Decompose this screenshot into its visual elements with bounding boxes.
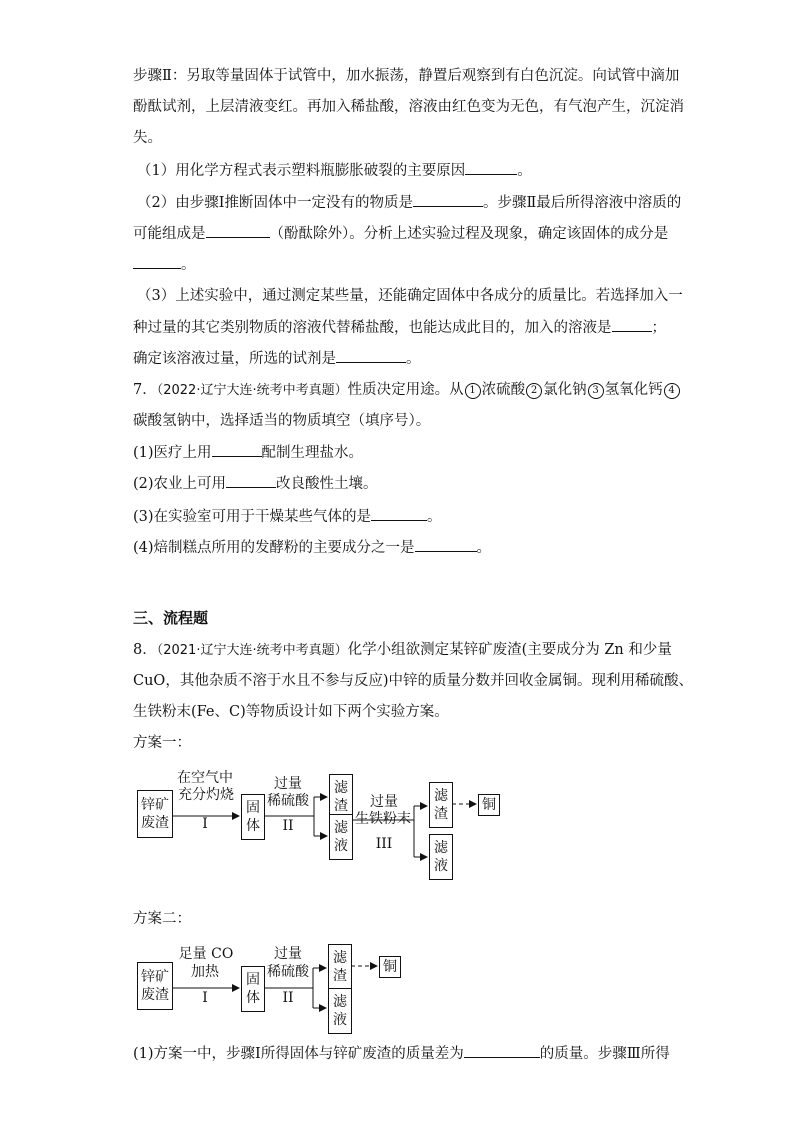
question-8-cont: 生铁粉末(Fe、C)等物质设计如下两个实验方案。 xyxy=(133,704,449,720)
node-copper: 铜 xyxy=(478,794,500,816)
answer-blank[interactable] xyxy=(212,442,262,457)
section-heading: 三、流程题 xyxy=(133,609,209,627)
step-2-reagent: 稀硫酸 xyxy=(267,964,309,980)
answer-blank[interactable] xyxy=(415,537,477,552)
node-solid: 固体 xyxy=(241,794,265,840)
node-residue: 滤渣 xyxy=(329,774,353,820)
answer-blank[interactable] xyxy=(226,473,276,488)
step-3-reagent: 过量 xyxy=(370,794,398,810)
plan-2-label: 方案二： xyxy=(133,911,191,927)
node-filtrate: 滤液 xyxy=(329,814,353,860)
answer-blank[interactable] xyxy=(133,254,181,269)
step-1-condition: 加热 xyxy=(191,964,219,980)
answer-blank[interactable] xyxy=(206,223,270,238)
question-3: （3）上述实验中，通过测定某些量，还能确定固体中各成分的质量比。若选择加入一 xyxy=(137,288,683,304)
node-copper: 铜 xyxy=(379,956,401,978)
question-3-cont: 确定该溶液过量，所选的试剂是 。 xyxy=(133,348,421,369)
step-2-number: II xyxy=(282,818,294,834)
step-3-reagent: 生铁粉末 xyxy=(355,811,411,827)
question-2-cont: 。 xyxy=(133,254,196,275)
question-3-cont: 种过量的其它类别物质的溶液代替稀盐酸，也能达成此目的，加入的溶液是 ； xyxy=(133,317,666,338)
step-1-condition: 足量 CO xyxy=(178,946,234,962)
question-7-3: (3)在实验室可用于干燥某些气体的是 。 xyxy=(133,506,442,527)
paragraph-line: 失。 xyxy=(133,130,162,146)
answer-blank[interactable] xyxy=(371,506,427,521)
question-2-cont: 可能组成是 （酚酞除外）。分析上述实验过程及现象，确定该固体的成分是 xyxy=(133,223,668,244)
answer-blank[interactable] xyxy=(465,160,517,175)
step-2-reagent: 稀硫酸 xyxy=(267,793,309,809)
plan-1-label: 方案一： xyxy=(133,735,191,751)
question-7: 7．（2022·辽宁大连·统考中考真题）性质决定用途。从 1 浓硫酸 2 氯化钠 3 氢氧化钙 4 xyxy=(133,380,681,401)
question-1: （1）用化学方程式表示塑料瓶膨胀破裂的主要原因 。 xyxy=(137,160,532,181)
question-2: （2）由步骤Ⅰ推断固体中一定没有的物质是 。步骤Ⅱ最后所得溶液中溶质的 xyxy=(137,192,681,213)
flow-diagram-plan-1 xyxy=(133,770,513,890)
node-filtrate-2: 滤液 xyxy=(429,834,453,880)
circled-number: 2 xyxy=(526,383,542,399)
step-2-reagent: 过量 xyxy=(274,946,302,962)
question-7-4: (4)焙制糕点所用的发酵粉的主要成分之一是 。 xyxy=(133,537,491,558)
step-2-number: II xyxy=(282,990,294,1006)
question-7-1: (1)医疗上用 配制生理盐水。 xyxy=(133,442,363,463)
node-residue-2: 滤渣 xyxy=(429,782,453,828)
node-zinc-ore-residue: 锌矿废渣 xyxy=(137,790,173,838)
paragraph-line: 步骤Ⅱ：另取等量固体于试管中，加水振荡，静置后观察到有白色沉淀。向试管中滴加 xyxy=(133,68,680,84)
question-7-cont: 碳酸氢钠中，选择适当的物质填空（填序号）。 xyxy=(133,413,431,429)
step-2-reagent: 过量 xyxy=(274,776,302,792)
question-8-1: (1)方案一中，步骤Ⅰ所得固体与锌矿废渣的质量差为 的质量。步骤Ⅲ所得 xyxy=(133,1043,670,1064)
node-residue: 滤渣 xyxy=(328,944,352,990)
question-7-2: (2)农业上可用 改良酸性土壤。 xyxy=(133,473,378,494)
node-solid: 固体 xyxy=(241,966,265,1012)
step-3-number: III xyxy=(375,836,393,852)
step-1-condition: 在空气中 xyxy=(177,770,233,786)
node-zinc-ore-residue: 锌矿废渣 xyxy=(137,962,173,1010)
question-8-cont: CuO，其他杂质不溶于水且不参与反应)中锌的质量分数并回收金属铜。现利用稀硫酸、 xyxy=(133,673,693,689)
flow-diagram-plan-2 xyxy=(133,944,433,1038)
node-filtrate: 滤液 xyxy=(328,988,352,1034)
circled-number: 3 xyxy=(588,383,604,399)
answer-blank[interactable] xyxy=(413,192,483,207)
question-8: 8．（2021·辽宁大连·统考中考真题）化学小组欲测定某锌矿废渣(主要成分为 Zn 和少量 xyxy=(133,642,672,658)
answer-blank[interactable] xyxy=(612,317,652,332)
step-1-number: I xyxy=(202,990,208,1006)
answer-blank[interactable] xyxy=(464,1043,540,1058)
step-1-condition: 充分灼烧 xyxy=(178,787,234,803)
paragraph-line: 酚酞试剂，上层清液变红。再加入稀盐酸，溶液由红色变为无色，有气泡产生，沉淀消 xyxy=(133,99,684,115)
answer-blank[interactable] xyxy=(336,348,406,363)
step-1-number: I xyxy=(202,816,208,832)
circled-number: 4 xyxy=(664,383,680,399)
circled-number: 1 xyxy=(465,383,481,399)
